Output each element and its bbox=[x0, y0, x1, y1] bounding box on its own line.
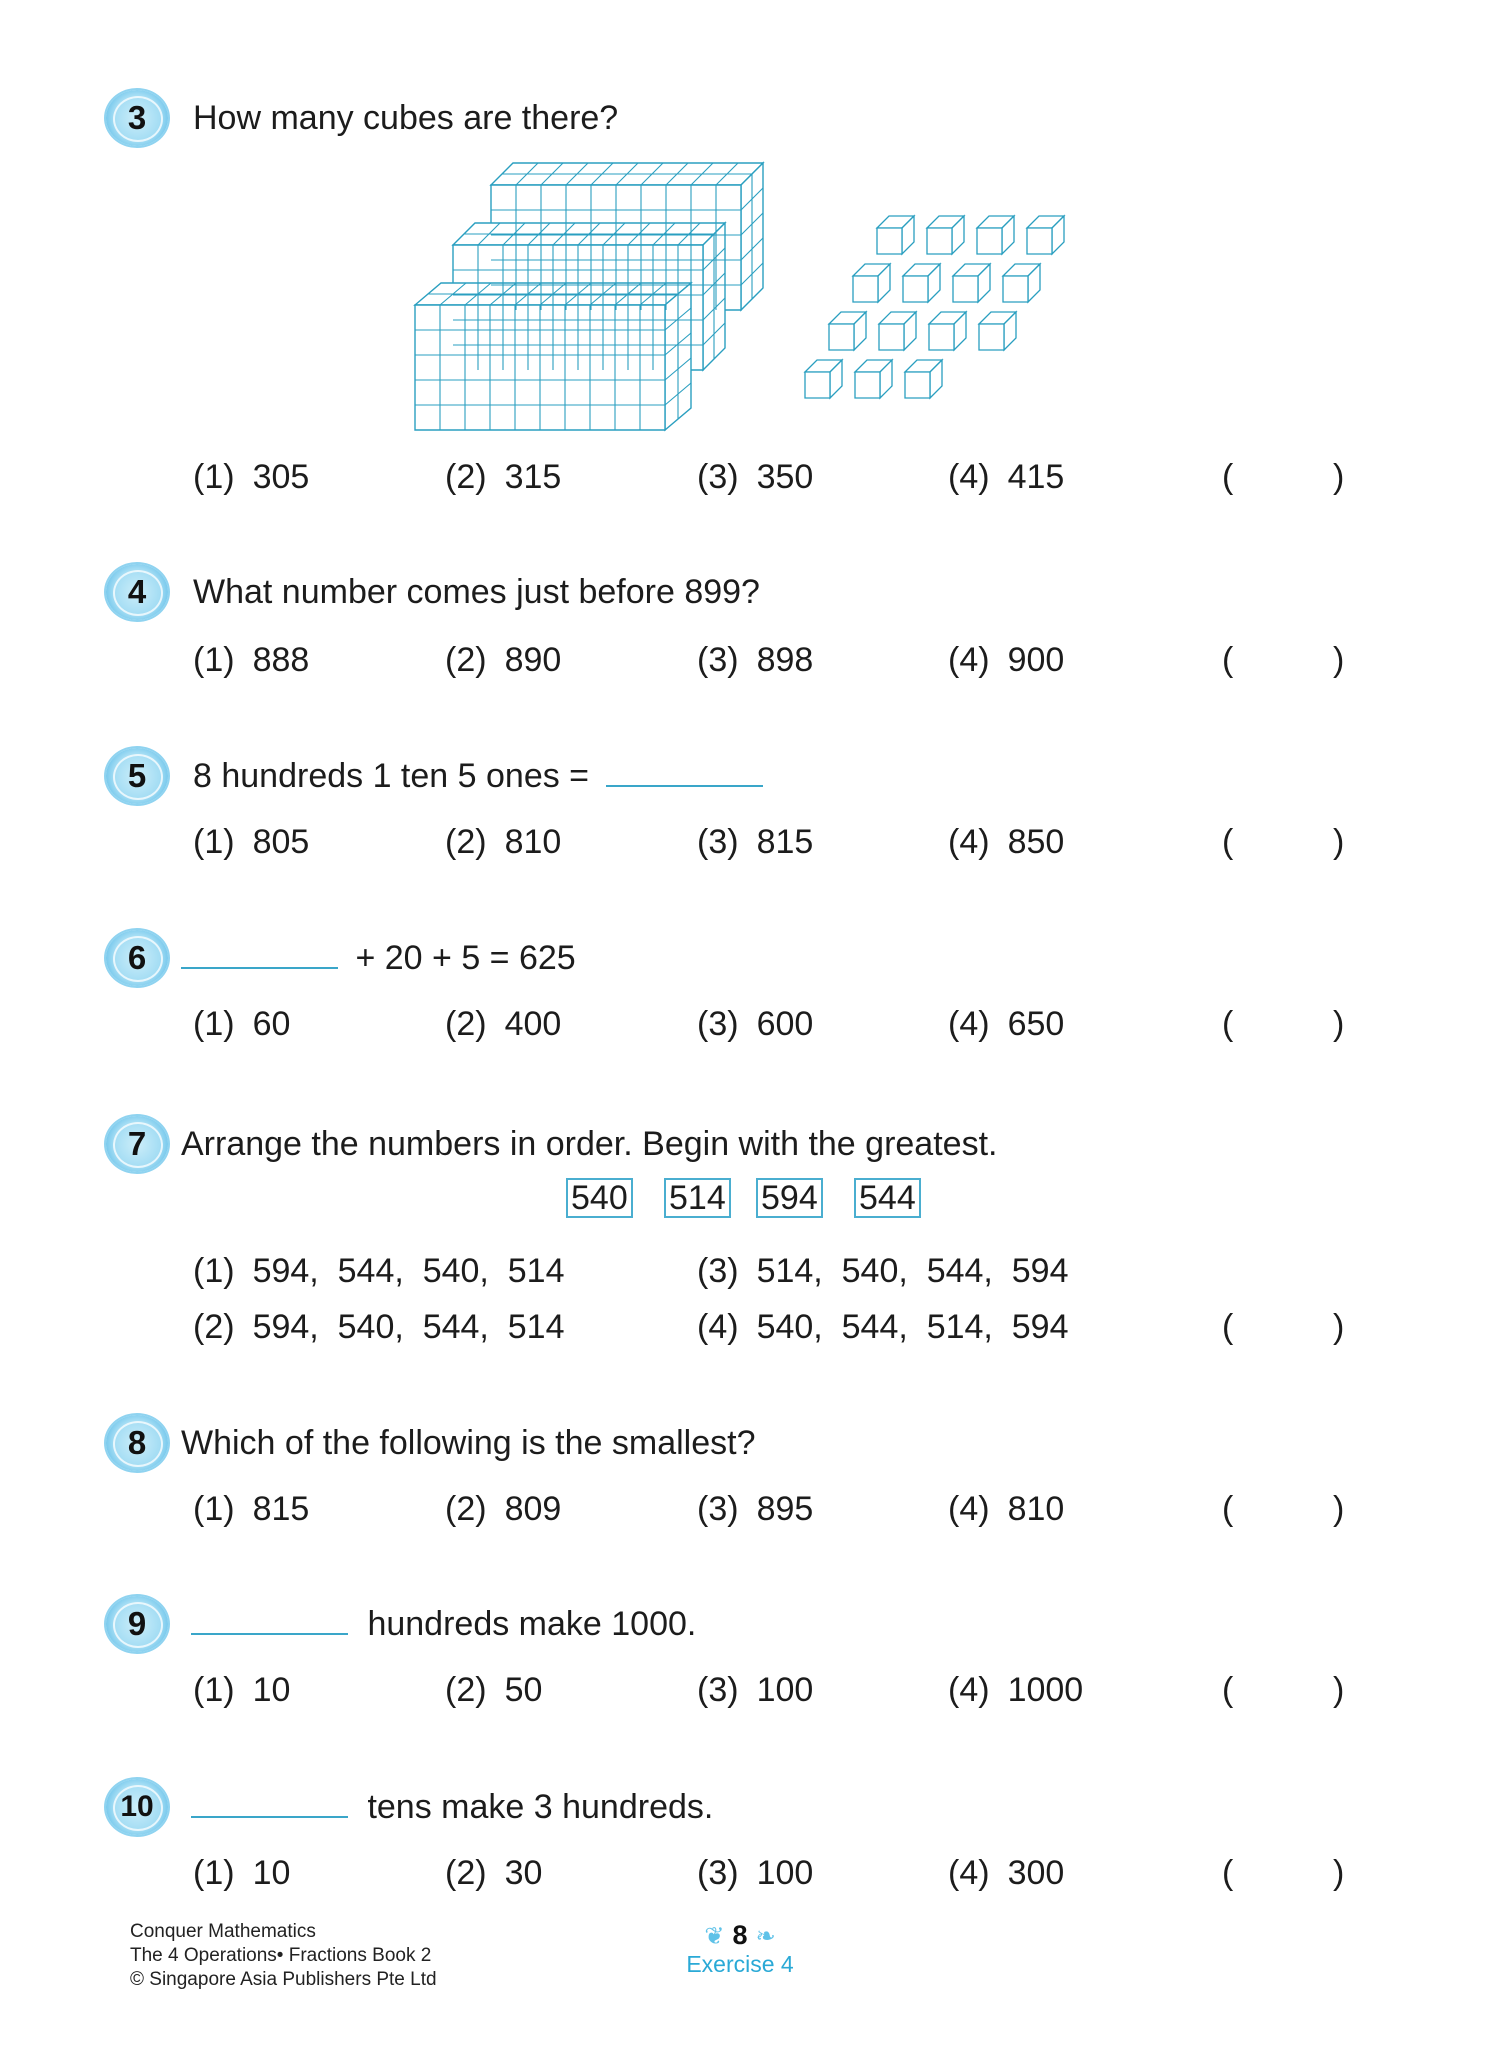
option-3[interactable] bbox=[697, 457, 813, 497]
answer-blank[interactable] bbox=[191, 1788, 348, 1818]
option-value: 650 bbox=[1007, 1005, 1065, 1043]
answer-bracket-open: ( bbox=[1222, 458, 1234, 496]
question-number-badge bbox=[106, 90, 168, 146]
question-number: 3 bbox=[127, 99, 147, 136]
question-number-badge bbox=[106, 1116, 168, 1172]
answer-bracket-close: ) bbox=[1333, 1854, 1345, 1892]
ornament-left-icon: ❦ bbox=[704, 1923, 725, 1950]
question-text bbox=[193, 756, 763, 796]
option-label: (3) bbox=[697, 1490, 739, 1528]
answer-field[interactable] bbox=[1240, 1002, 1330, 1046]
question-text: What number comes just before 899? bbox=[193, 573, 760, 611]
option-3[interactable] bbox=[697, 822, 813, 862]
option-value: 594, 544, 540, 514 bbox=[252, 1252, 565, 1290]
page-number: 8 bbox=[732, 1920, 748, 1950]
question-number: 5 bbox=[127, 757, 147, 794]
option-value: 600 bbox=[756, 1005, 814, 1043]
answer-bracket-open: ( bbox=[1222, 1671, 1234, 1709]
answer-bracket-open: ( bbox=[1222, 641, 1234, 679]
option-value: 895 bbox=[756, 1490, 814, 1528]
option-value: 594, 540, 544, 514 bbox=[252, 1308, 565, 1346]
option-value: 815 bbox=[252, 1490, 310, 1528]
option-1[interactable] bbox=[193, 1853, 290, 1893]
option-4[interactable] bbox=[697, 1307, 1069, 1347]
footer-credits bbox=[130, 1920, 437, 1992]
option-1[interactable] bbox=[193, 1670, 290, 1710]
answer-field[interactable] bbox=[1240, 1851, 1330, 1895]
answer-field[interactable] bbox=[1240, 1305, 1330, 1349]
option-label: (1) bbox=[193, 1252, 235, 1290]
question-number: 10 bbox=[120, 1790, 154, 1823]
option-3[interactable] bbox=[697, 1489, 813, 1529]
option-4[interactable] bbox=[948, 640, 1064, 680]
answer-bracket-close: ) bbox=[1333, 458, 1345, 496]
option-value: 850 bbox=[1007, 823, 1065, 861]
option-label: (4) bbox=[948, 458, 990, 496]
option-label: (1) bbox=[193, 458, 235, 496]
option-label: (4) bbox=[948, 1671, 990, 1709]
answer-bracket-open: ( bbox=[1222, 1308, 1234, 1346]
question-text bbox=[191, 1787, 713, 1827]
option-label: (3) bbox=[697, 823, 739, 861]
question-text-content: tens make 3 hundreds. bbox=[367, 1788, 714, 1826]
option-value: 60 bbox=[252, 1005, 291, 1043]
option-2[interactable] bbox=[445, 1004, 561, 1044]
option-label: (2) bbox=[445, 1854, 487, 1892]
option-label: (3) bbox=[697, 1854, 739, 1892]
option-2[interactable] bbox=[445, 640, 561, 680]
option-label: (2) bbox=[445, 458, 487, 496]
question-number-badge bbox=[106, 748, 168, 804]
option-4[interactable] bbox=[948, 1853, 1064, 1893]
option-value: 810 bbox=[504, 823, 562, 861]
option-value: 400 bbox=[504, 1005, 562, 1043]
option-label: (3) bbox=[697, 458, 739, 496]
option-value: 10 bbox=[252, 1671, 291, 1709]
option-value: 890 bbox=[504, 641, 562, 679]
footer-book-title: The 4 Operations• Fractions Book 2 bbox=[130, 1945, 432, 1966]
option-label: (1) bbox=[193, 1005, 235, 1043]
question-number-badge bbox=[106, 1596, 168, 1652]
question-text-content: 8 hundreds 1 ten 5 ones = bbox=[193, 757, 590, 795]
option-value: 900 bbox=[1007, 641, 1065, 679]
number-box: 514 bbox=[664, 1178, 731, 1218]
option-label: (2) bbox=[445, 823, 487, 861]
option-3[interactable] bbox=[697, 1670, 813, 1710]
question-number: 8 bbox=[127, 1424, 147, 1461]
question-text: How many cubes are there? bbox=[193, 99, 619, 137]
answer-blank[interactable] bbox=[181, 939, 338, 969]
option-value: 415 bbox=[1007, 458, 1065, 496]
question-number-badge bbox=[106, 1415, 168, 1471]
option-value: 100 bbox=[756, 1854, 814, 1892]
option-4[interactable] bbox=[948, 1670, 1083, 1710]
answer-bracket-open: ( bbox=[1222, 823, 1234, 861]
option-2[interactable] bbox=[445, 1489, 561, 1529]
number-box: 540 bbox=[566, 1178, 633, 1218]
question-text bbox=[181, 938, 576, 978]
answer-field[interactable] bbox=[1240, 1668, 1330, 1712]
option-1[interactable] bbox=[193, 457, 309, 497]
option-3[interactable] bbox=[697, 1004, 813, 1044]
option-label: (1) bbox=[193, 823, 235, 861]
option-value: 10 bbox=[252, 1854, 291, 1892]
option-label: (1) bbox=[193, 1490, 235, 1528]
option-value: 50 bbox=[504, 1671, 543, 1709]
option-2[interactable] bbox=[193, 1307, 565, 1347]
answer-blank[interactable] bbox=[191, 1605, 348, 1635]
answer-bracket-close: ) bbox=[1333, 1671, 1345, 1709]
option-4[interactable] bbox=[948, 457, 1064, 497]
option-label: (1) bbox=[193, 641, 235, 679]
option-3[interactable] bbox=[697, 1251, 1069, 1291]
exercise-label: Exercise 4 bbox=[686, 1951, 794, 1977]
question-number-badge bbox=[106, 564, 168, 620]
option-label: (3) bbox=[697, 1252, 739, 1290]
question-text bbox=[191, 1604, 696, 1644]
footer-book-series: Conquer Mathematics bbox=[130, 1921, 316, 1942]
option-label: (2) bbox=[445, 1671, 487, 1709]
option-1[interactable] bbox=[193, 1004, 290, 1044]
option-value: 315 bbox=[504, 458, 562, 496]
option-label: (2) bbox=[445, 641, 487, 679]
question-text-content: + 20 + 5 = 625 bbox=[355, 939, 576, 977]
option-value: 300 bbox=[1007, 1854, 1065, 1892]
option-1[interactable] bbox=[193, 822, 309, 862]
footer-copyright: © Singapore Asia Publishers Pte Ltd bbox=[130, 1969, 437, 1990]
option-4[interactable] bbox=[948, 1004, 1064, 1044]
option-value: 810 bbox=[1007, 1490, 1065, 1528]
option-value: 898 bbox=[756, 641, 814, 679]
answer-field[interactable] bbox=[1240, 455, 1330, 499]
footer-page-info bbox=[640, 1920, 840, 1978]
option-label: (4) bbox=[948, 823, 990, 861]
answer-blank[interactable] bbox=[606, 757, 763, 787]
answer-field[interactable] bbox=[1240, 820, 1330, 864]
option-label: (1) bbox=[193, 1671, 235, 1709]
cube-blocks-figure bbox=[405, 155, 780, 440]
option-value: 305 bbox=[252, 458, 310, 496]
number-box: 594 bbox=[756, 1178, 823, 1218]
question-number: 6 bbox=[127, 939, 147, 976]
answer-bracket-open: ( bbox=[1222, 1490, 1234, 1528]
question-text: Arrange the numbers in order. Begin with the greatest. bbox=[181, 1125, 998, 1163]
option-2[interactable] bbox=[445, 822, 561, 862]
answer-bracket-open: ( bbox=[1222, 1005, 1234, 1043]
question-text-content: hundreds make 1000. bbox=[367, 1605, 697, 1643]
answer-field[interactable] bbox=[1240, 638, 1330, 682]
option-label: (3) bbox=[697, 1671, 739, 1709]
option-1[interactable] bbox=[193, 640, 309, 680]
answer-bracket-close: ) bbox=[1333, 641, 1345, 679]
option-value: 350 bbox=[756, 458, 814, 496]
option-label: (4) bbox=[697, 1308, 739, 1346]
answer-bracket-close: ) bbox=[1333, 1490, 1345, 1528]
option-label: (2) bbox=[445, 1490, 487, 1528]
loose-cubes-figure bbox=[795, 200, 1075, 400]
option-value: 30 bbox=[504, 1854, 543, 1892]
option-2[interactable] bbox=[445, 457, 561, 497]
option-4[interactable] bbox=[948, 1489, 1064, 1529]
option-value: 100 bbox=[756, 1671, 814, 1709]
question-number: 7 bbox=[127, 1125, 147, 1162]
answer-field[interactable] bbox=[1240, 1487, 1330, 1531]
option-label: (2) bbox=[193, 1308, 235, 1346]
option-label: (4) bbox=[948, 1854, 990, 1892]
option-label: (4) bbox=[948, 1005, 990, 1043]
answer-bracket-close: ) bbox=[1333, 1308, 1345, 1346]
option-4[interactable] bbox=[948, 822, 1064, 862]
option-1[interactable] bbox=[193, 1489, 309, 1529]
answer-bracket-close: ) bbox=[1333, 1005, 1345, 1043]
ornament-right-icon: ❧ bbox=[755, 1923, 776, 1950]
option-label: (2) bbox=[445, 1005, 487, 1043]
option-2[interactable] bbox=[445, 1670, 542, 1710]
option-2[interactable] bbox=[445, 1853, 542, 1893]
option-value: 815 bbox=[756, 823, 814, 861]
question-number: 4 bbox=[127, 573, 147, 610]
option-value: 514, 540, 544, 594 bbox=[756, 1252, 1069, 1290]
answer-bracket-close: ) bbox=[1333, 823, 1345, 861]
option-label: (4) bbox=[948, 641, 990, 679]
option-label: (3) bbox=[697, 641, 739, 679]
number-box: 544 bbox=[854, 1178, 921, 1218]
option-3[interactable] bbox=[697, 640, 813, 680]
option-label: (3) bbox=[697, 1005, 739, 1043]
option-value: 805 bbox=[252, 823, 310, 861]
question-number-badge bbox=[106, 1779, 168, 1835]
answer-bracket-open: ( bbox=[1222, 1854, 1234, 1892]
question-number: 9 bbox=[127, 1605, 147, 1642]
option-value: 888 bbox=[252, 641, 310, 679]
option-value: 1000 bbox=[1007, 1671, 1084, 1709]
option-value: 540, 544, 514, 594 bbox=[756, 1308, 1069, 1346]
option-value: 809 bbox=[504, 1490, 562, 1528]
question-text: Which of the following is the smallest? bbox=[181, 1424, 756, 1462]
question-number-badge bbox=[106, 930, 168, 986]
option-label: (1) bbox=[193, 1854, 235, 1892]
option-1[interactable] bbox=[193, 1251, 565, 1291]
option-label: (4) bbox=[948, 1490, 990, 1528]
option-3[interactable] bbox=[697, 1853, 813, 1893]
